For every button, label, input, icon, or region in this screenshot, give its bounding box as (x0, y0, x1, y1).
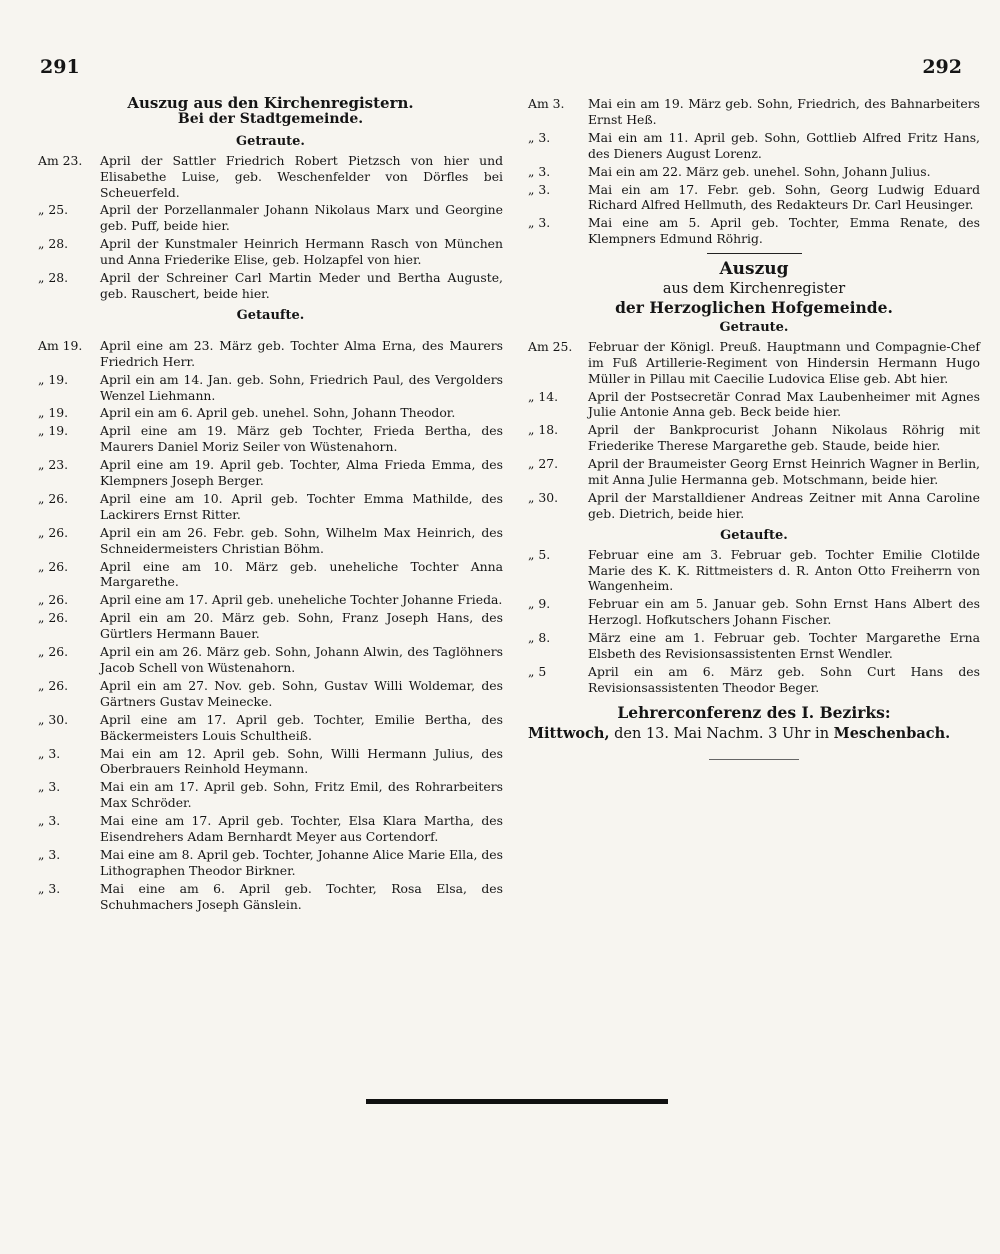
register-entry (38, 405, 503, 421)
entry-text: April der Postsecretär Conrad Max Laubenheimer mit Agnes Julie Antonie Anna geb. Beck beide hier. (588, 388, 980, 420)
entry-text: April ein am 14. Jan. geb. Sohn, Friedrich Paul, des Vergolders Wenzel Liehmann. (100, 371, 503, 403)
entry-date: „ 27. (528, 456, 559, 472)
conference-time: den 13. Mai Nachm. 3 Uhr in (609, 725, 834, 742)
entry-date: „ 26. (38, 524, 69, 540)
register-entry (528, 596, 980, 628)
entry-date: „ 3. (38, 846, 61, 862)
entry-text: April der Bankprocurist Johann Nikolaus Röhrig mit Friederike Therese Margarethe geb. Staude, beide hier. (588, 422, 980, 454)
right-getraute-heading: Getraute. (719, 319, 789, 335)
conference-notice (528, 702, 980, 745)
right-heading-gemeinde: der Herzoglichen Hofgemeinde. (615, 297, 893, 317)
register-entry (38, 457, 503, 489)
entry-text: Mai eine am 6. April geb. Tochter, Rosa Elsa, des Schuhmachers Joseph Gänslein. (100, 880, 503, 912)
register-entry (38, 881, 503, 913)
entry-text: April der Kunstmaler Heinrich Hermann Rasch von München und Anna Friederike Elise, geb. Holzapfel von hier. (100, 236, 503, 268)
entry-date: „ 3. (528, 163, 551, 179)
entry-date: Am 19. (38, 337, 83, 353)
register-entry (38, 847, 503, 879)
right-getaufte-list (528, 547, 980, 696)
entry-date: „ 19. (38, 371, 69, 387)
entry-date: „ 19. (38, 405, 69, 421)
register-entry (38, 712, 503, 744)
entry-text: April eine am 17. April geb. uneheliche Tochter Johanne Frieda. (100, 592, 503, 608)
entry-text: April ein am 6. März geb. Sohn Curt Hans des Revisionsassistenten Theodor Beger. (588, 664, 980, 695)
register-entry (38, 746, 503, 778)
entry-date: „ 30. (38, 711, 69, 727)
entry-date: „ 26. (38, 558, 69, 574)
register-entry (38, 338, 503, 370)
entry-text: April ein am 26. März geb. Sohn, Johann Alwin, des Taglöhners Jacob Schell von Wüstenahorn. (100, 644, 503, 675)
register-entry (38, 270, 503, 302)
entry-text: Februar ein am 5. Januar geb. Sohn Ernst Hans Albert des Herzogl. Hofkutschers Johann Fischer. (588, 596, 980, 628)
entry-date: „ 8. (528, 630, 551, 646)
register-entry (38, 644, 503, 676)
right-getraute-list (528, 339, 980, 522)
entry-date: „ 25. (38, 202, 69, 218)
entry-text: April eine am 19. März geb Tochter, Frieda Bertha, des Maurers Daniel Moriz Seiler von Wüstenahorn. (100, 423, 503, 455)
register-entry (528, 339, 980, 387)
register-entry (38, 813, 503, 845)
entry-text: Mai ein am 17. Febr. geb. Sohn, Georg Ludwig Eduard Richard Alfred Hellmuth, des Redakteurs Dr. Carl Heusinger. (588, 181, 980, 213)
entry-date: „ 9. (528, 596, 551, 612)
entry-date: „ 14. (528, 388, 559, 404)
end-divider (709, 759, 799, 760)
register-entry (38, 559, 503, 591)
left-getraute-list (38, 153, 503, 302)
entry-date: „ 26. (38, 610, 69, 626)
entry-date: „ 3. (38, 779, 61, 795)
right-getaufte-heading: Getaufte. (720, 527, 788, 543)
entry-text: Mai ein am 12. April geb. Sohn, Willi Hermann Julius, des Oberbrauers Reinhold Heymann. (100, 745, 503, 777)
entry-date: „ 3. (38, 745, 61, 761)
conference-title: Lehrerconferenz des I. Bezirks: (617, 702, 891, 722)
conference-day: Mittwoch, (528, 724, 610, 742)
entry-text: April ein am 6. April geb. unehel. Sohn, Johann Theodor. (100, 405, 456, 421)
entry-date: „ 19. (38, 423, 69, 439)
entry-text: April der Sattler Friedrich Robert Pietzsch von hier und Elisabethe Luise, geb. Weschenfelder von Dörfles bei Scheuerfeld. (100, 152, 503, 200)
conference-place: Meschenbach. (833, 724, 951, 742)
left-title: Auszug aus den Kirchenregistern. (127, 94, 414, 112)
entry-text: April der Marstalldiener Andreas Zeitner mit Anna Caroline geb. Dietrich, beide hier. (588, 489, 980, 521)
register-entry (38, 372, 503, 404)
entry-text: Mai ein am 22. März geb. unehel. Sohn, Johann Julius. (588, 163, 931, 179)
register-entry (528, 389, 980, 421)
entry-text: April eine am 10. April geb. Tochter Emma Mathilde, des Lackirers Ernst Ritter. (100, 490, 503, 522)
register-entry (528, 182, 980, 214)
left-subtitle: Bei der Stadtgemeinde. (177, 110, 364, 127)
left-getaufte-heading: Getaufte. (236, 307, 305, 323)
register-entry (528, 630, 980, 662)
entry-date: „ 28. (38, 236, 69, 252)
entry-text: April der Braumeister Georg Ernst Heinrich Wagner in Berlin, mit Anna Julie Hermanna geb. Motschmann, beide hier. (588, 456, 980, 488)
register-entry (528, 490, 980, 522)
register-entry (38, 610, 503, 642)
right-heading-auszug: Auszug (719, 259, 789, 280)
entry-text: Februar eine am 3. Februar geb. Tochter Emilie Clotilde Marie des K. K. Rittmeisters d. R. Anton Otto Freiherrn von Wangenheim. (588, 546, 980, 594)
register-entry (38, 423, 503, 455)
page-end-bar (366, 1099, 668, 1104)
page-number-left: 291 (40, 56, 80, 78)
register-entry (528, 547, 980, 595)
entry-text: Mai ein am 17. April geb. Sohn, Fritz Emil, des Rohrarbeiters Max Schröder. (100, 779, 503, 811)
entry-date: „ 3. (528, 215, 551, 231)
register-entry (38, 236, 503, 268)
entry-text: Mai ein am 11. April geb. Sohn, Gottlieb Alfred Fritz Hans, des Dieners August Lorenz. (588, 129, 980, 161)
entry-text: Mai eine am 8. April geb. Tochter, Johanne Alice Marie Ella, des Lithographen Theodor Birkner. (100, 846, 503, 878)
entry-date: „ 30. (528, 489, 559, 505)
entry-date: „ 3. (528, 129, 551, 145)
register-entry (38, 491, 503, 523)
entry-text: Februar der Königl. Preuß. Hauptmann und Compagnie-Chef im Fuß Artillerie-Regiment von Hindersin Hermann Hugo Müller in Pillau mit Caecilie Ludovica Elise geb. Abt hier. (588, 338, 980, 386)
entry-date: „ 18. (528, 422, 559, 438)
section-divider (707, 253, 802, 254)
entry-text: April eine am 23. März geb. Tochter Alma Erna, des Maurers Friedrich Herr. (100, 337, 503, 369)
register-entry (38, 153, 503, 201)
right-heading-aus: aus dem Kirchenregister (662, 281, 846, 298)
register-entry (528, 96, 980, 128)
entry-date: „ 26. (38, 677, 69, 693)
entry-text: April der Porzellanmaler Johann Nikolaus Marx und Georgine geb. Puff, beide hier. (100, 202, 503, 234)
register-entry (528, 664, 980, 696)
entry-text: April ein am 26. Febr. geb. Sohn, Wilhelm Max Heinrich, des Schneidermeisters Christian Böhm. (100, 524, 503, 556)
right-column (528, 96, 980, 768)
entry-date: „ 5. (528, 546, 551, 562)
register-entry (528, 422, 980, 454)
entry-text: April ein am 27. Nov. geb. Sohn, Gustav Willi Woldemar, des Gärtners Gustav Meinecke. (100, 677, 503, 709)
left-getaufte-list (38, 338, 503, 913)
entry-date: Am 23. (38, 152, 83, 168)
entry-date: „ 28. (38, 270, 69, 286)
register-entry (38, 779, 503, 811)
entry-date: Am 25. (528, 338, 573, 354)
register-entry (38, 202, 503, 234)
entry-date: „ 26. (38, 644, 69, 660)
entry-date: „ 26. (38, 592, 69, 608)
register-entry (38, 525, 503, 557)
left-column (38, 96, 503, 915)
entry-text: März eine am 1. Februar geb. Tochter Margarethe Erna Elsbeth des Revisionsassistenten Ernst Wendler. (588, 630, 980, 662)
entry-text: Mai eine am 5. April geb. Tochter, Emma Renate, des Klempners Edmund Röhrig. (588, 215, 980, 247)
entry-date: „ 5 (528, 664, 547, 679)
right-continued-list (528, 96, 980, 247)
entry-text: Mai eine am 17. April geb. Tochter, Elsa Klara Martha, des Eisendrehers Adam Bernhardt Meyer aus Cortendorf. (100, 813, 503, 845)
entry-date: „ 3. (38, 813, 61, 829)
register-entry (528, 164, 980, 180)
register-entry (528, 456, 980, 488)
entry-text: April der Schreiner Carl Martin Meder und Bertha Auguste, geb. Rauschert, beide hier. (100, 270, 503, 301)
entry-text: Mai ein am 19. März geb. Sohn, Friedrich, des Bahnarbeiters Ernst Heß. (588, 96, 980, 127)
entry-date: Am 3. (528, 96, 565, 111)
entry-date: „ 3. (38, 880, 61, 896)
entry-date: „ 26. (38, 490, 69, 506)
register-entry (528, 130, 980, 162)
entry-text: April ein am 20. März geb. Sohn, Franz Joseph Hans, des Gürtlers Hermann Bauer. (100, 610, 503, 642)
register-entry (38, 678, 503, 710)
entry-date: „ 3. (528, 181, 551, 197)
entry-text: April eine am 19. April geb. Tochter, Alma Frieda Emma, des Klempners Joseph Berger. (100, 457, 503, 489)
entry-text: April eine am 17. April geb. Tochter, Emilie Bertha, des Bäckermeisters Louis Schultheiß. (100, 711, 503, 743)
register-entry (528, 215, 980, 247)
page-number-right: 292 (922, 56, 962, 78)
entry-date: „ 23. (38, 457, 69, 473)
left-getraute-heading: Getraute. (236, 133, 305, 149)
entry-text: April eine am 10. März geb. uneheliche Tochter Anna Margarethe. (100, 558, 503, 590)
register-entry (38, 592, 503, 608)
